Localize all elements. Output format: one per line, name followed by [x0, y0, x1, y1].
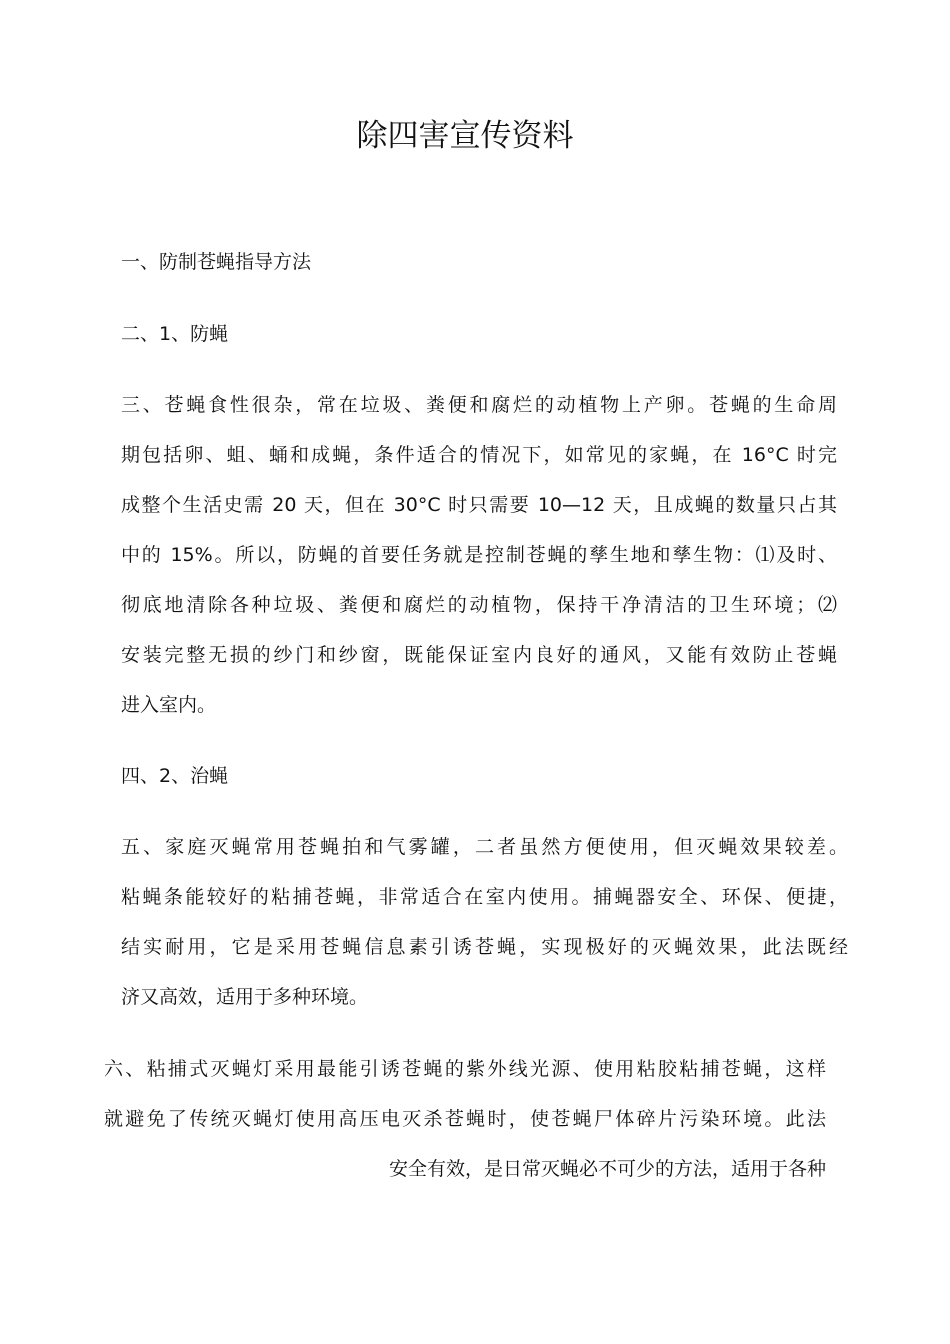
paragraph-line: 安全有效，是日常灭蝇必不可少的方法，适用于各种	[388, 1158, 826, 1180]
paragraph-line: 成整个生活史需 20 天，但在 30°C 时只需要 10—12 天，且成蝇的数量只占其	[121, 494, 837, 516]
paragraph-fly-prevention	[121, 380, 837, 730]
paragraph-line: 中的 15%。所以，防蝇的首要任务就是控制苍蝇的孳生地和孳生物：⑴及时、	[121, 544, 837, 566]
paragraph-line: 粘蝇条能较好的粘捕苍蝇，非常适合在室内使用。捕蝇器安全、环保、便捷，	[121, 886, 848, 908]
paragraph-line: 进入室内。	[121, 694, 217, 716]
paragraph-line: 结实耐用，它是采用苍蝇信息素引诱苍蝇，实现极好的灭蝇效果，此法既经	[121, 936, 848, 958]
paragraph-line: 期包括卵、蛆、蛹和成蝇，条件适合的情况下，如常见的家蝇，在 16°C 时完	[121, 444, 837, 466]
paragraph-line: 就避免了传统灭蝇灯使用高压电灭杀苍蝇时，使苍蝇尸体碎片污染环境。此法	[104, 1108, 826, 1130]
paragraph-uv-fly-lamp	[104, 1044, 826, 1194]
document-title: 除四害宣传资料	[356, 118, 574, 154]
paragraph-line: 五、家庭灭蝇常用苍蝇拍和气雾罐，二者虽然方便使用，但灭蝇效果较差。	[121, 836, 848, 858]
heading-fly-prevention: 二、1、防蝇	[121, 323, 229, 345]
paragraph-line: 济又高效，适用于多种环境。	[121, 986, 369, 1008]
paragraph-line: 六、粘捕式灭蝇灯采用最能引诱苍蝇的紫外线光源、使用粘胶粘捕苍蝇，这样	[104, 1058, 826, 1080]
paragraph-line: 三、苍蝇食性很杂，常在垃圾、粪便和腐烂的动植物上产卵。苍蝇的生命周	[121, 394, 837, 416]
paragraph-line: 彻底地清除各种垃圾、粪便和腐烂的动植物，保持干净清洁的卫生环境；⑵	[121, 594, 837, 616]
paragraph-line: 安装完整无损的纱门和纱窗，既能保证室内良好的通风，又能有效防止苍蝇	[121, 644, 837, 666]
heading-fly-killing: 四、2、治蝇	[121, 765, 229, 787]
paragraph-fly-killing	[121, 822, 848, 1022]
heading-fly-control-guide: 一、防制苍蝇指导方法	[121, 251, 312, 273]
